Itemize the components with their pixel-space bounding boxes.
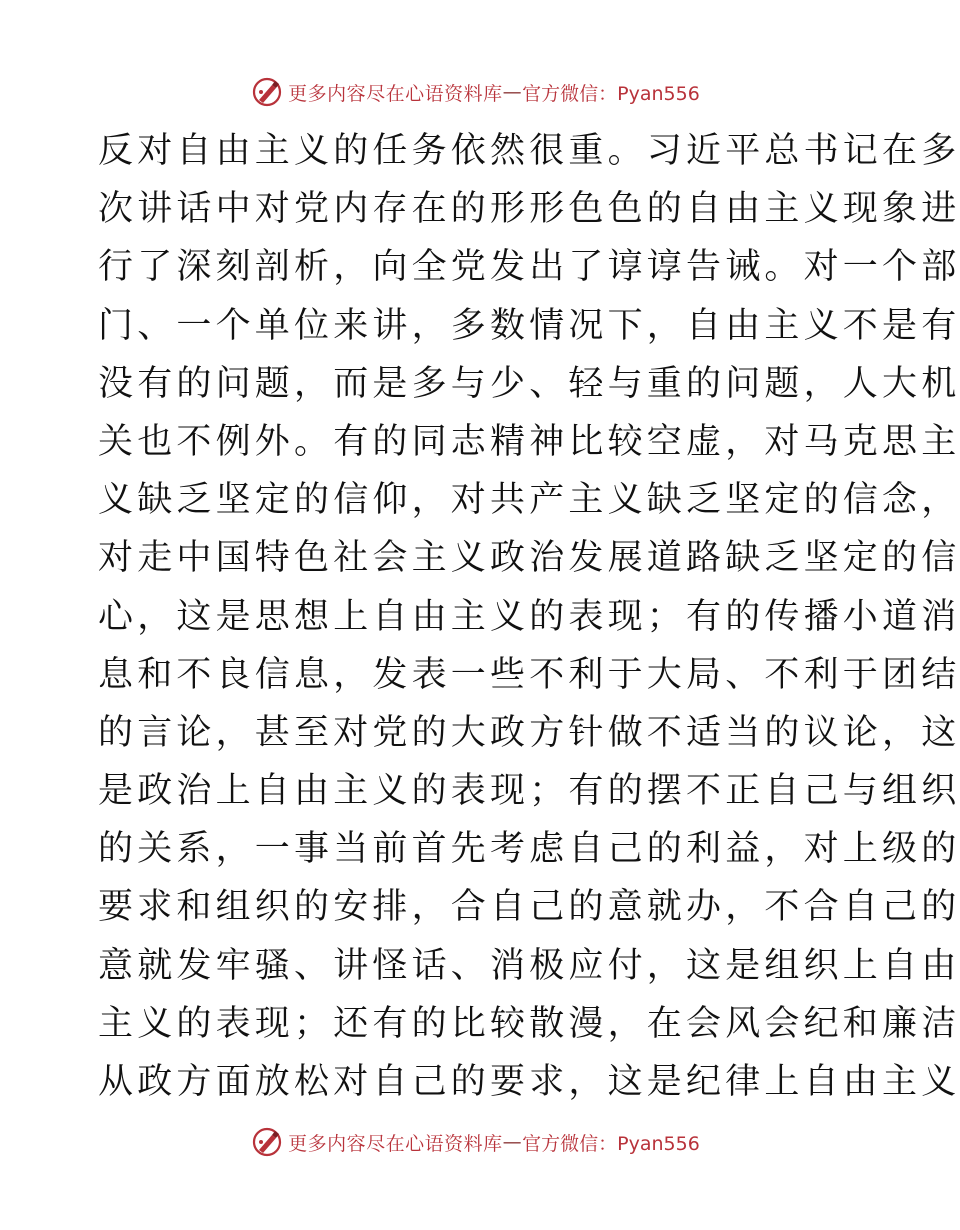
text-line: 要求和组织的安排，合自己的意就办，不合自己的 <box>98 887 960 928</box>
text-line: 主义的表现；还有的比较散漫，在会风会纪和廉洁 <box>98 1003 960 1044</box>
text-line: 门、一个单位来讲，多数情况下，自由主义不是有 <box>98 305 960 346</box>
text-line: 从政方面放松对自己的要求，这是纪律上自由主义 <box>98 1062 960 1102</box>
watermark-contact: 官方微信：Pyan556 <box>522 82 700 105</box>
text-line: 次讲话中对党内存在的形形色色的自由主义现象进 <box>98 189 960 230</box>
watermark-dash: — <box>502 1131 523 1153</box>
text-line: 没有的问题，而是多与少、轻与重的问题，人大机 <box>98 363 960 404</box>
text-line: 关也不例外。有的同志精神比较空虚，对马克思主 <box>98 421 960 462</box>
text-line: 意就发牢骚、讲怪话、消极应付，这是组织上自由 <box>98 945 960 986</box>
fountain-pen-logo-icon <box>250 1125 284 1159</box>
watermark-dash: — <box>502 81 523 103</box>
text-line: 义缺乏坚定的信仰，对共产主义缺乏坚定的信念， <box>98 480 960 521</box>
header-watermark-banner <box>0 72 950 112</box>
text-line: 反对自由主义的任务依然很重。习近平总书记在多 <box>98 131 960 171</box>
watermark-text: 更多内容尽在心语资料库 <box>288 1132 503 1155</box>
text-line: 对走中国特色社会主义政治发展道路缺乏坚定的信 <box>98 538 960 579</box>
text-line: 是政治上自由主义的表现；有的摆不正自己与组织 <box>98 771 960 812</box>
document-body <box>98 122 960 1111</box>
fountain-pen-logo-icon <box>250 75 284 109</box>
footer-watermark-banner <box>0 1122 950 1162</box>
text-line: 行了深刻剖析，向全党发出了谆谆告诫。对一个部 <box>98 247 960 288</box>
text-line: 的言论，甚至对党的大政方针做不适当的议论，这 <box>98 712 960 753</box>
text-line: 的关系，一事当前首先考虑自己的利益，对上级的 <box>98 829 960 870</box>
watermark-contact: 官方微信：Pyan556 <box>522 1132 700 1155</box>
watermark-text: 更多内容尽在心语资料库 <box>288 82 503 105</box>
text-line: 心，这是思想上自由主义的表现；有的传播小道消 <box>98 596 960 637</box>
text-line: 息和不良信息，发表一些不利于大局、不利于团结 <box>98 654 960 695</box>
